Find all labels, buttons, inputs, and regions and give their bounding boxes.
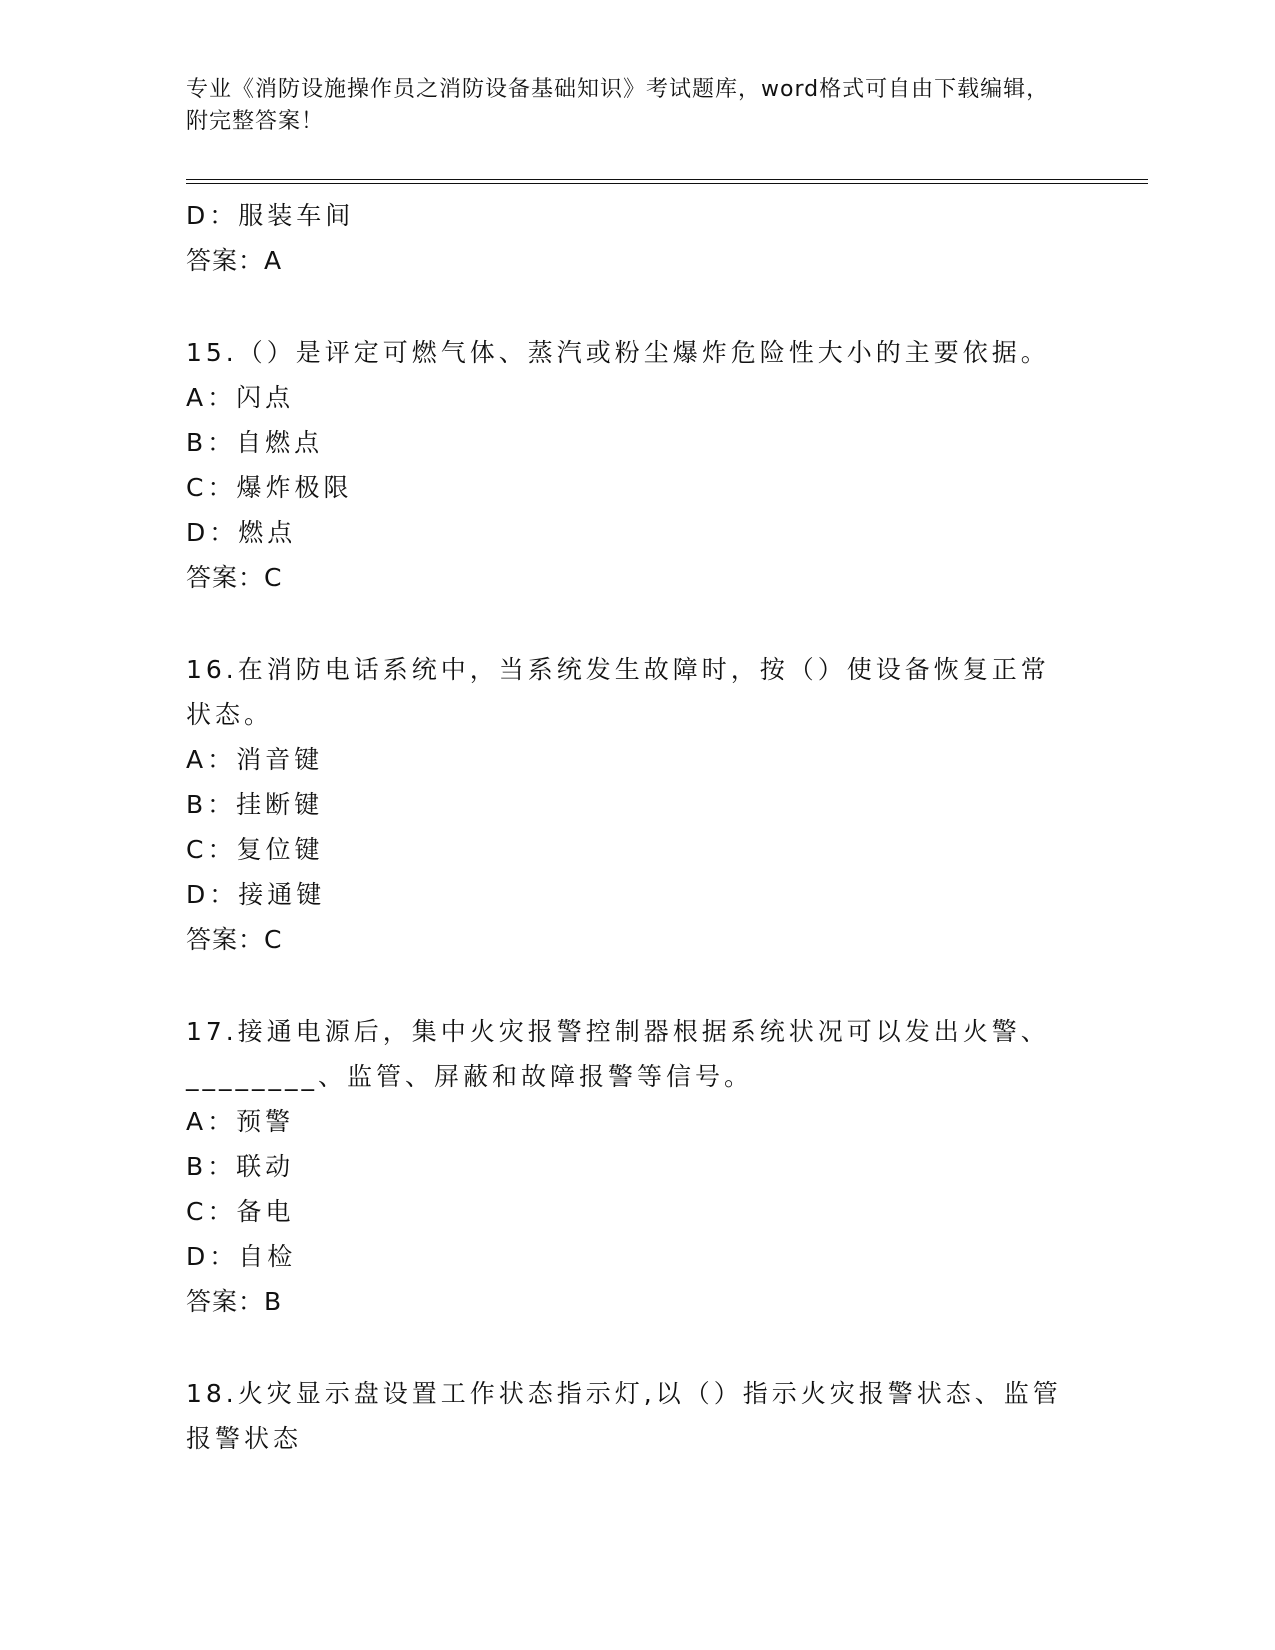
- option-b: B：自燃点: [186, 428, 324, 457]
- option-c: C：爆炸极限: [186, 473, 353, 502]
- question-stem: 18.火灾显示盘设置工作状态指示灯,以（）指示火灾报警状态、监管报警状态: [186, 1379, 1062, 1453]
- option-c: C：复位键: [186, 835, 324, 864]
- option-d: D：接通键: [186, 880, 326, 909]
- question-stem: 17.接通电源后，集中火灾报警控制器根据系统状况可以发出火警、________、监管、屏蔽和故障报警等信号。: [186, 1017, 1050, 1091]
- question-16: [186, 647, 1086, 962]
- header-divider-bottom: [186, 183, 1148, 184]
- option-a: A：消音键: [186, 745, 324, 774]
- document-header: 专业《消防设施操作员之消防设备基础知识》考试题库，word格式可自由下载编辑，附完整答案！: [186, 77, 1050, 134]
- answer-line: 答案：B: [186, 1287, 283, 1316]
- option-d: D：燃点: [186, 518, 297, 547]
- question-15: [186, 330, 1086, 600]
- option-b: B：挂断键: [186, 790, 324, 819]
- header-divider-top: [186, 179, 1148, 180]
- question-stem: 16.在消防电话系统中，当系统发生故障时，按（）使设备恢复正常状态。: [186, 655, 1050, 729]
- question-17: [186, 1009, 1086, 1324]
- option-d: D：服装车间: [186, 201, 355, 230]
- option-a: A：闪点: [186, 383, 295, 412]
- question-18: [186, 1371, 1086, 1461]
- question-list: [186, 193, 1086, 1461]
- answer-line: 答案：C: [186, 925, 283, 954]
- previous-question-fragment: [186, 193, 1086, 283]
- option-b: B：联动: [186, 1152, 295, 1181]
- option-d: D：自检: [186, 1242, 297, 1271]
- answer-line: 答案：C: [186, 563, 283, 592]
- question-stem: 15.（）是评定可燃气体、蒸汽或粉尘爆炸危险性大小的主要依据。: [186, 338, 1050, 367]
- option-c: C：备电: [186, 1197, 295, 1226]
- option-a: A：预警: [186, 1107, 295, 1136]
- answer-line: 答案：A: [186, 246, 283, 275]
